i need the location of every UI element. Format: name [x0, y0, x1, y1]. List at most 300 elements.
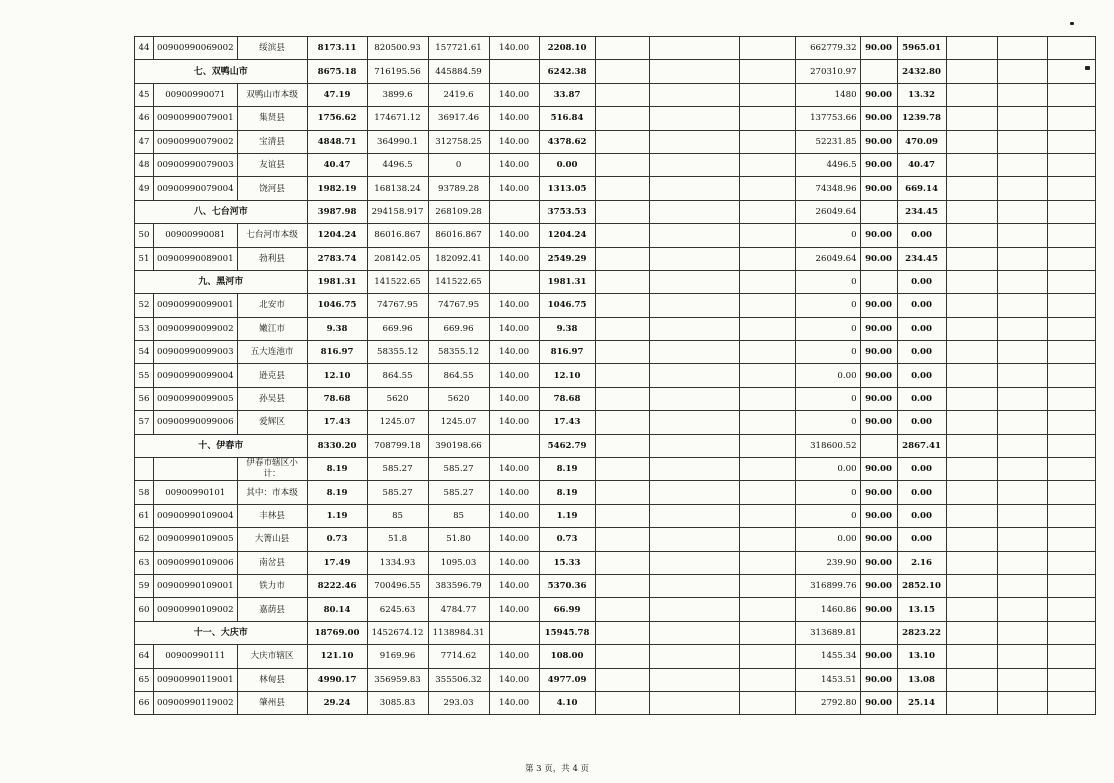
value-cell: 208142.05	[367, 247, 428, 270]
value-cell: 9.38	[539, 317, 595, 340]
empty-cell	[946, 481, 997, 504]
empty-cell	[1047, 270, 1095, 293]
code-cell: 00900990099001	[154, 294, 238, 317]
empty-cell	[595, 551, 649, 574]
value-cell: 239.90	[795, 551, 860, 574]
row-number-cell: 53	[135, 317, 154, 340]
rate-cell: 140.00	[489, 645, 539, 668]
value-cell: 4378.62	[539, 130, 595, 153]
name-cell: 其中：市本级	[237, 481, 307, 504]
rate-cell: 140.00	[489, 364, 539, 387]
allocation-table	[134, 36, 1096, 715]
value-cell: 270310.97	[795, 60, 860, 83]
empty-cell	[595, 60, 649, 83]
empty-cell	[1047, 247, 1095, 270]
empty-cell	[946, 387, 997, 410]
row-number-cell: 60	[135, 598, 154, 621]
name-cell: 大箐山县	[237, 528, 307, 551]
name-cell: 南岔县	[237, 551, 307, 574]
value-cell: 0.00	[795, 458, 860, 481]
rate-cell	[860, 200, 897, 223]
group-row	[135, 270, 1096, 293]
code-cell: 00900990101	[154, 481, 238, 504]
rate-cell: 90.00	[860, 574, 897, 597]
rate-cell: 90.00	[860, 177, 897, 200]
code-cell: 00900990119001	[154, 668, 238, 691]
empty-cell	[946, 60, 997, 83]
value-cell: 36917.46	[428, 107, 489, 130]
empty-cell	[1047, 668, 1095, 691]
rate-cell: 140.00	[489, 504, 539, 527]
value-cell: 40.47	[897, 153, 946, 176]
empty-cell	[1047, 37, 1095, 60]
table-row	[135, 341, 1096, 364]
empty-cell	[997, 37, 1047, 60]
table-row	[135, 107, 1096, 130]
empty-cell	[739, 200, 795, 223]
row-number-cell: 58	[135, 481, 154, 504]
value-cell: 0.00	[897, 294, 946, 317]
empty-cell	[739, 574, 795, 597]
empty-cell	[997, 387, 1047, 410]
empty-cell	[595, 691, 649, 714]
rate-cell	[860, 60, 897, 83]
value-cell: 40.47	[307, 153, 367, 176]
empty-cell	[997, 153, 1047, 176]
empty-cell	[946, 294, 997, 317]
value-cell: 8.19	[307, 481, 367, 504]
rate-cell	[489, 434, 539, 457]
table-row	[135, 294, 1096, 317]
rate-cell: 90.00	[860, 247, 897, 270]
empty-cell	[595, 130, 649, 153]
empty-cell	[649, 598, 739, 621]
value-cell: 2823.22	[897, 621, 946, 644]
value-cell: 17.43	[307, 411, 367, 434]
rate-cell: 140.00	[489, 83, 539, 106]
value-cell: 294158.917	[367, 200, 428, 223]
rate-cell: 90.00	[860, 130, 897, 153]
empty-cell	[997, 691, 1047, 714]
value-cell: 585.27	[367, 481, 428, 504]
value-cell: 708799.18	[367, 434, 428, 457]
empty-cell	[595, 200, 649, 223]
empty-cell	[595, 341, 649, 364]
name-cell: 嘉荫县	[237, 598, 307, 621]
rate-cell: 90.00	[860, 294, 897, 317]
rate-cell: 90.00	[860, 691, 897, 714]
value-cell: 316899.76	[795, 574, 860, 597]
value-cell: 25.14	[897, 691, 946, 714]
rate-cell: 90.00	[860, 364, 897, 387]
rate-cell	[860, 270, 897, 293]
empty-cell	[1047, 60, 1095, 83]
rate-cell: 90.00	[860, 83, 897, 106]
value-cell: 1334.93	[367, 551, 428, 574]
empty-cell	[739, 247, 795, 270]
code-cell	[154, 458, 238, 481]
empty-cell	[595, 411, 649, 434]
empty-cell	[595, 224, 649, 247]
rate-cell: 90.00	[860, 317, 897, 340]
table-row	[135, 528, 1096, 551]
table-row	[135, 247, 1096, 270]
empty-cell	[739, 434, 795, 457]
empty-cell	[946, 645, 997, 668]
empty-cell	[1047, 528, 1095, 551]
empty-cell	[739, 83, 795, 106]
value-cell: 2549.29	[539, 247, 595, 270]
empty-cell	[595, 621, 649, 644]
empty-cell	[946, 411, 997, 434]
value-cell: 85	[367, 504, 428, 527]
value-cell: 5370.36	[539, 574, 595, 597]
empty-cell	[649, 504, 739, 527]
rate-cell: 90.00	[860, 668, 897, 691]
value-cell: 2852.10	[897, 574, 946, 597]
empty-cell	[739, 691, 795, 714]
empty-cell	[946, 621, 997, 644]
rate-cell: 140.00	[489, 177, 539, 200]
value-cell: 3085.83	[367, 691, 428, 714]
value-cell: 1046.75	[307, 294, 367, 317]
name-cell: 五大连池市	[237, 341, 307, 364]
empty-cell	[649, 411, 739, 434]
empty-cell	[739, 270, 795, 293]
empty-cell	[649, 528, 739, 551]
row-number-cell: 63	[135, 551, 154, 574]
empty-cell	[649, 317, 739, 340]
name-cell: 爱辉区	[237, 411, 307, 434]
value-cell: 1981.31	[539, 270, 595, 293]
empty-cell	[997, 551, 1047, 574]
value-cell: 58355.12	[367, 341, 428, 364]
value-cell: 8173.11	[307, 37, 367, 60]
empty-cell	[1047, 107, 1095, 130]
empty-cell	[739, 177, 795, 200]
table-row	[135, 130, 1096, 153]
empty-cell	[997, 200, 1047, 223]
region-name-cell: 七、双鸭山市	[135, 60, 308, 83]
empty-cell	[946, 317, 997, 340]
region-name-cell: 八、七台河市	[135, 200, 308, 223]
table-row	[135, 364, 1096, 387]
value-cell: 585.27	[367, 458, 428, 481]
value-cell: 1982.19	[307, 177, 367, 200]
code-cell: 00900990079001	[154, 107, 238, 130]
rate-cell: 90.00	[860, 481, 897, 504]
empty-cell	[1047, 621, 1095, 644]
group-row	[135, 621, 1096, 644]
value-cell: 3987.98	[307, 200, 367, 223]
region-name-cell: 九、黑河市	[135, 270, 308, 293]
region-name-cell: 十、伊春市	[135, 434, 308, 457]
value-cell: 15.33	[539, 551, 595, 574]
value-cell: 0.00	[897, 481, 946, 504]
code-cell: 00900990079004	[154, 177, 238, 200]
value-cell: 8222.46	[307, 574, 367, 597]
row-number-cell: 50	[135, 224, 154, 247]
code-cell: 00900990099005	[154, 387, 238, 410]
rate-cell: 140.00	[489, 387, 539, 410]
code-cell: 00900990109005	[154, 528, 238, 551]
value-cell: 268109.28	[428, 200, 489, 223]
table-row	[135, 645, 1096, 668]
rate-cell: 140.00	[489, 691, 539, 714]
row-number-cell: 46	[135, 107, 154, 130]
empty-cell	[997, 270, 1047, 293]
empty-cell	[1047, 153, 1095, 176]
empty-cell	[649, 153, 739, 176]
row-number-cell: 48	[135, 153, 154, 176]
empty-cell	[946, 551, 997, 574]
name-cell: 北安市	[237, 294, 307, 317]
value-cell: 29.24	[307, 691, 367, 714]
rate-cell	[860, 434, 897, 457]
value-cell: 26049.64	[795, 247, 860, 270]
empty-cell	[649, 481, 739, 504]
rate-cell: 140.00	[489, 37, 539, 60]
empty-cell	[946, 247, 997, 270]
value-cell: 234.45	[897, 247, 946, 270]
value-cell: 74348.96	[795, 177, 860, 200]
code-cell: 00900990119002	[154, 691, 238, 714]
value-cell: 0.00	[795, 364, 860, 387]
value-cell: 4848.71	[307, 130, 367, 153]
value-cell: 0.73	[307, 528, 367, 551]
value-cell: 86016.867	[367, 224, 428, 247]
value-cell: 74767.95	[367, 294, 428, 317]
value-cell: 5462.79	[539, 434, 595, 457]
empty-cell	[1047, 177, 1095, 200]
rate-cell: 90.00	[860, 528, 897, 551]
value-cell: 1756.62	[307, 107, 367, 130]
rate-cell: 140.00	[489, 224, 539, 247]
value-cell: 6245.63	[367, 598, 428, 621]
value-cell: 0	[795, 341, 860, 364]
value-cell: 6242.38	[539, 60, 595, 83]
empty-cell	[997, 364, 1047, 387]
empty-cell	[1047, 458, 1095, 481]
value-cell: 293.03	[428, 691, 489, 714]
empty-cell	[1047, 83, 1095, 106]
table-row	[135, 598, 1096, 621]
code-cell: 00900990109002	[154, 598, 238, 621]
value-cell: 1480	[795, 83, 860, 106]
rate-cell: 90.00	[860, 387, 897, 410]
value-cell: 1204.24	[307, 224, 367, 247]
value-cell: 1981.31	[307, 270, 367, 293]
empty-cell	[739, 60, 795, 83]
value-cell: 864.55	[428, 364, 489, 387]
empty-cell	[649, 434, 739, 457]
empty-cell	[997, 294, 1047, 317]
value-cell: 0.00	[897, 411, 946, 434]
value-cell: 0.00	[897, 270, 946, 293]
value-cell: 1046.75	[539, 294, 595, 317]
row-number-cell: 65	[135, 668, 154, 691]
name-cell: 肇州县	[237, 691, 307, 714]
table-row	[135, 387, 1096, 410]
rate-cell: 140.00	[489, 317, 539, 340]
empty-cell	[1047, 481, 1095, 504]
empty-cell	[649, 387, 739, 410]
value-cell: 0	[795, 270, 860, 293]
value-cell: 1453.51	[795, 668, 860, 691]
group-row	[135, 434, 1096, 457]
value-cell: 669.96	[428, 317, 489, 340]
table-row	[135, 691, 1096, 714]
row-number-cell: 61	[135, 504, 154, 527]
empty-cell	[649, 60, 739, 83]
rate-cell: 140.00	[489, 528, 539, 551]
value-cell: 7714.62	[428, 645, 489, 668]
empty-cell	[595, 247, 649, 270]
value-cell: 108.00	[539, 645, 595, 668]
row-number-cell: 52	[135, 294, 154, 317]
value-cell: 80.14	[307, 598, 367, 621]
value-cell: 0	[795, 481, 860, 504]
empty-cell	[946, 224, 997, 247]
empty-cell	[649, 645, 739, 668]
table-row	[135, 37, 1096, 60]
code-cell: 00900990109001	[154, 574, 238, 597]
code-cell: 00900990079003	[154, 153, 238, 176]
value-cell: 356959.83	[367, 668, 428, 691]
empty-cell	[946, 177, 997, 200]
empty-cell	[739, 411, 795, 434]
value-cell: 383596.79	[428, 574, 489, 597]
rate-cell: 140.00	[489, 294, 539, 317]
value-cell: 0	[795, 411, 860, 434]
rate-cell: 140.00	[489, 551, 539, 574]
rate-cell: 140.00	[489, 411, 539, 434]
empty-cell	[739, 294, 795, 317]
table-row	[135, 177, 1096, 200]
value-cell: 52231.85	[795, 130, 860, 153]
empty-cell	[946, 668, 997, 691]
value-cell: 1239.78	[897, 107, 946, 130]
value-cell: 4784.77	[428, 598, 489, 621]
value-cell: 8330.20	[307, 434, 367, 457]
value-cell: 516.84	[539, 107, 595, 130]
row-number-cell: 57	[135, 411, 154, 434]
name-cell: 双鸭山市本级	[237, 83, 307, 106]
empty-cell	[595, 528, 649, 551]
name-cell: 铁力市	[237, 574, 307, 597]
rate-cell: 90.00	[860, 551, 897, 574]
name-cell: 宝清县	[237, 130, 307, 153]
value-cell: 1460.86	[795, 598, 860, 621]
table-row	[135, 551, 1096, 574]
value-cell: 2.16	[897, 551, 946, 574]
value-cell: 13.10	[897, 645, 946, 668]
name-cell: 林甸县	[237, 668, 307, 691]
empty-cell	[739, 130, 795, 153]
empty-cell	[649, 37, 739, 60]
value-cell: 8.19	[307, 458, 367, 481]
empty-cell	[739, 107, 795, 130]
empty-cell	[1047, 645, 1095, 668]
value-cell: 174671.12	[367, 107, 428, 130]
value-cell: 3753.53	[539, 200, 595, 223]
empty-cell	[649, 83, 739, 106]
value-cell: 2208.10	[539, 37, 595, 60]
empty-cell	[595, 574, 649, 597]
name-cell: 逊克县	[237, 364, 307, 387]
empty-cell	[739, 341, 795, 364]
value-cell: 26049.64	[795, 200, 860, 223]
value-cell: 0.00	[897, 317, 946, 340]
empty-cell	[595, 434, 649, 457]
table-row	[135, 317, 1096, 340]
empty-cell	[595, 668, 649, 691]
empty-cell	[739, 621, 795, 644]
rate-cell: 140.00	[489, 130, 539, 153]
empty-cell	[1047, 574, 1095, 597]
empty-cell	[1047, 598, 1095, 621]
value-cell: 1245.07	[428, 411, 489, 434]
value-cell: 1138984.31	[428, 621, 489, 644]
value-cell: 234.45	[897, 200, 946, 223]
value-cell: 4496.5	[367, 153, 428, 176]
empty-cell	[997, 645, 1047, 668]
empty-cell	[595, 458, 649, 481]
empty-cell	[946, 364, 997, 387]
value-cell: 2792.80	[795, 691, 860, 714]
scan-speck	[1070, 22, 1074, 25]
value-cell: 0	[795, 224, 860, 247]
value-cell: 1452674.12	[367, 621, 428, 644]
empty-cell	[739, 504, 795, 527]
value-cell: 74767.95	[428, 294, 489, 317]
empty-cell	[946, 434, 997, 457]
empty-cell	[946, 504, 997, 527]
empty-cell	[946, 458, 997, 481]
value-cell: 1245.07	[367, 411, 428, 434]
empty-cell	[739, 458, 795, 481]
rate-cell: 90.00	[860, 153, 897, 176]
empty-cell	[946, 153, 997, 176]
rate-cell	[860, 621, 897, 644]
value-cell: 390198.66	[428, 434, 489, 457]
empty-cell	[1047, 200, 1095, 223]
rate-cell: 90.00	[860, 598, 897, 621]
empty-cell	[739, 37, 795, 60]
value-cell: 9.38	[307, 317, 367, 340]
value-cell: 182092.41	[428, 247, 489, 270]
rate-cell: 90.00	[860, 341, 897, 364]
value-cell: 13.08	[897, 668, 946, 691]
empty-cell	[595, 270, 649, 293]
row-number-cell: 55	[135, 364, 154, 387]
value-cell: 17.49	[307, 551, 367, 574]
group-row	[135, 200, 1096, 223]
rate-cell: 140.00	[489, 481, 539, 504]
row-number-cell: 45	[135, 83, 154, 106]
value-cell: 121.10	[307, 645, 367, 668]
table-row	[135, 504, 1096, 527]
value-cell: 33.87	[539, 83, 595, 106]
value-cell: 816.97	[307, 341, 367, 364]
row-number-cell: 64	[135, 645, 154, 668]
empty-cell	[997, 317, 1047, 340]
value-cell: 5620	[367, 387, 428, 410]
value-cell: 816.97	[539, 341, 595, 364]
table-row	[135, 574, 1096, 597]
value-cell: 13.15	[897, 598, 946, 621]
value-cell: 700496.55	[367, 574, 428, 597]
